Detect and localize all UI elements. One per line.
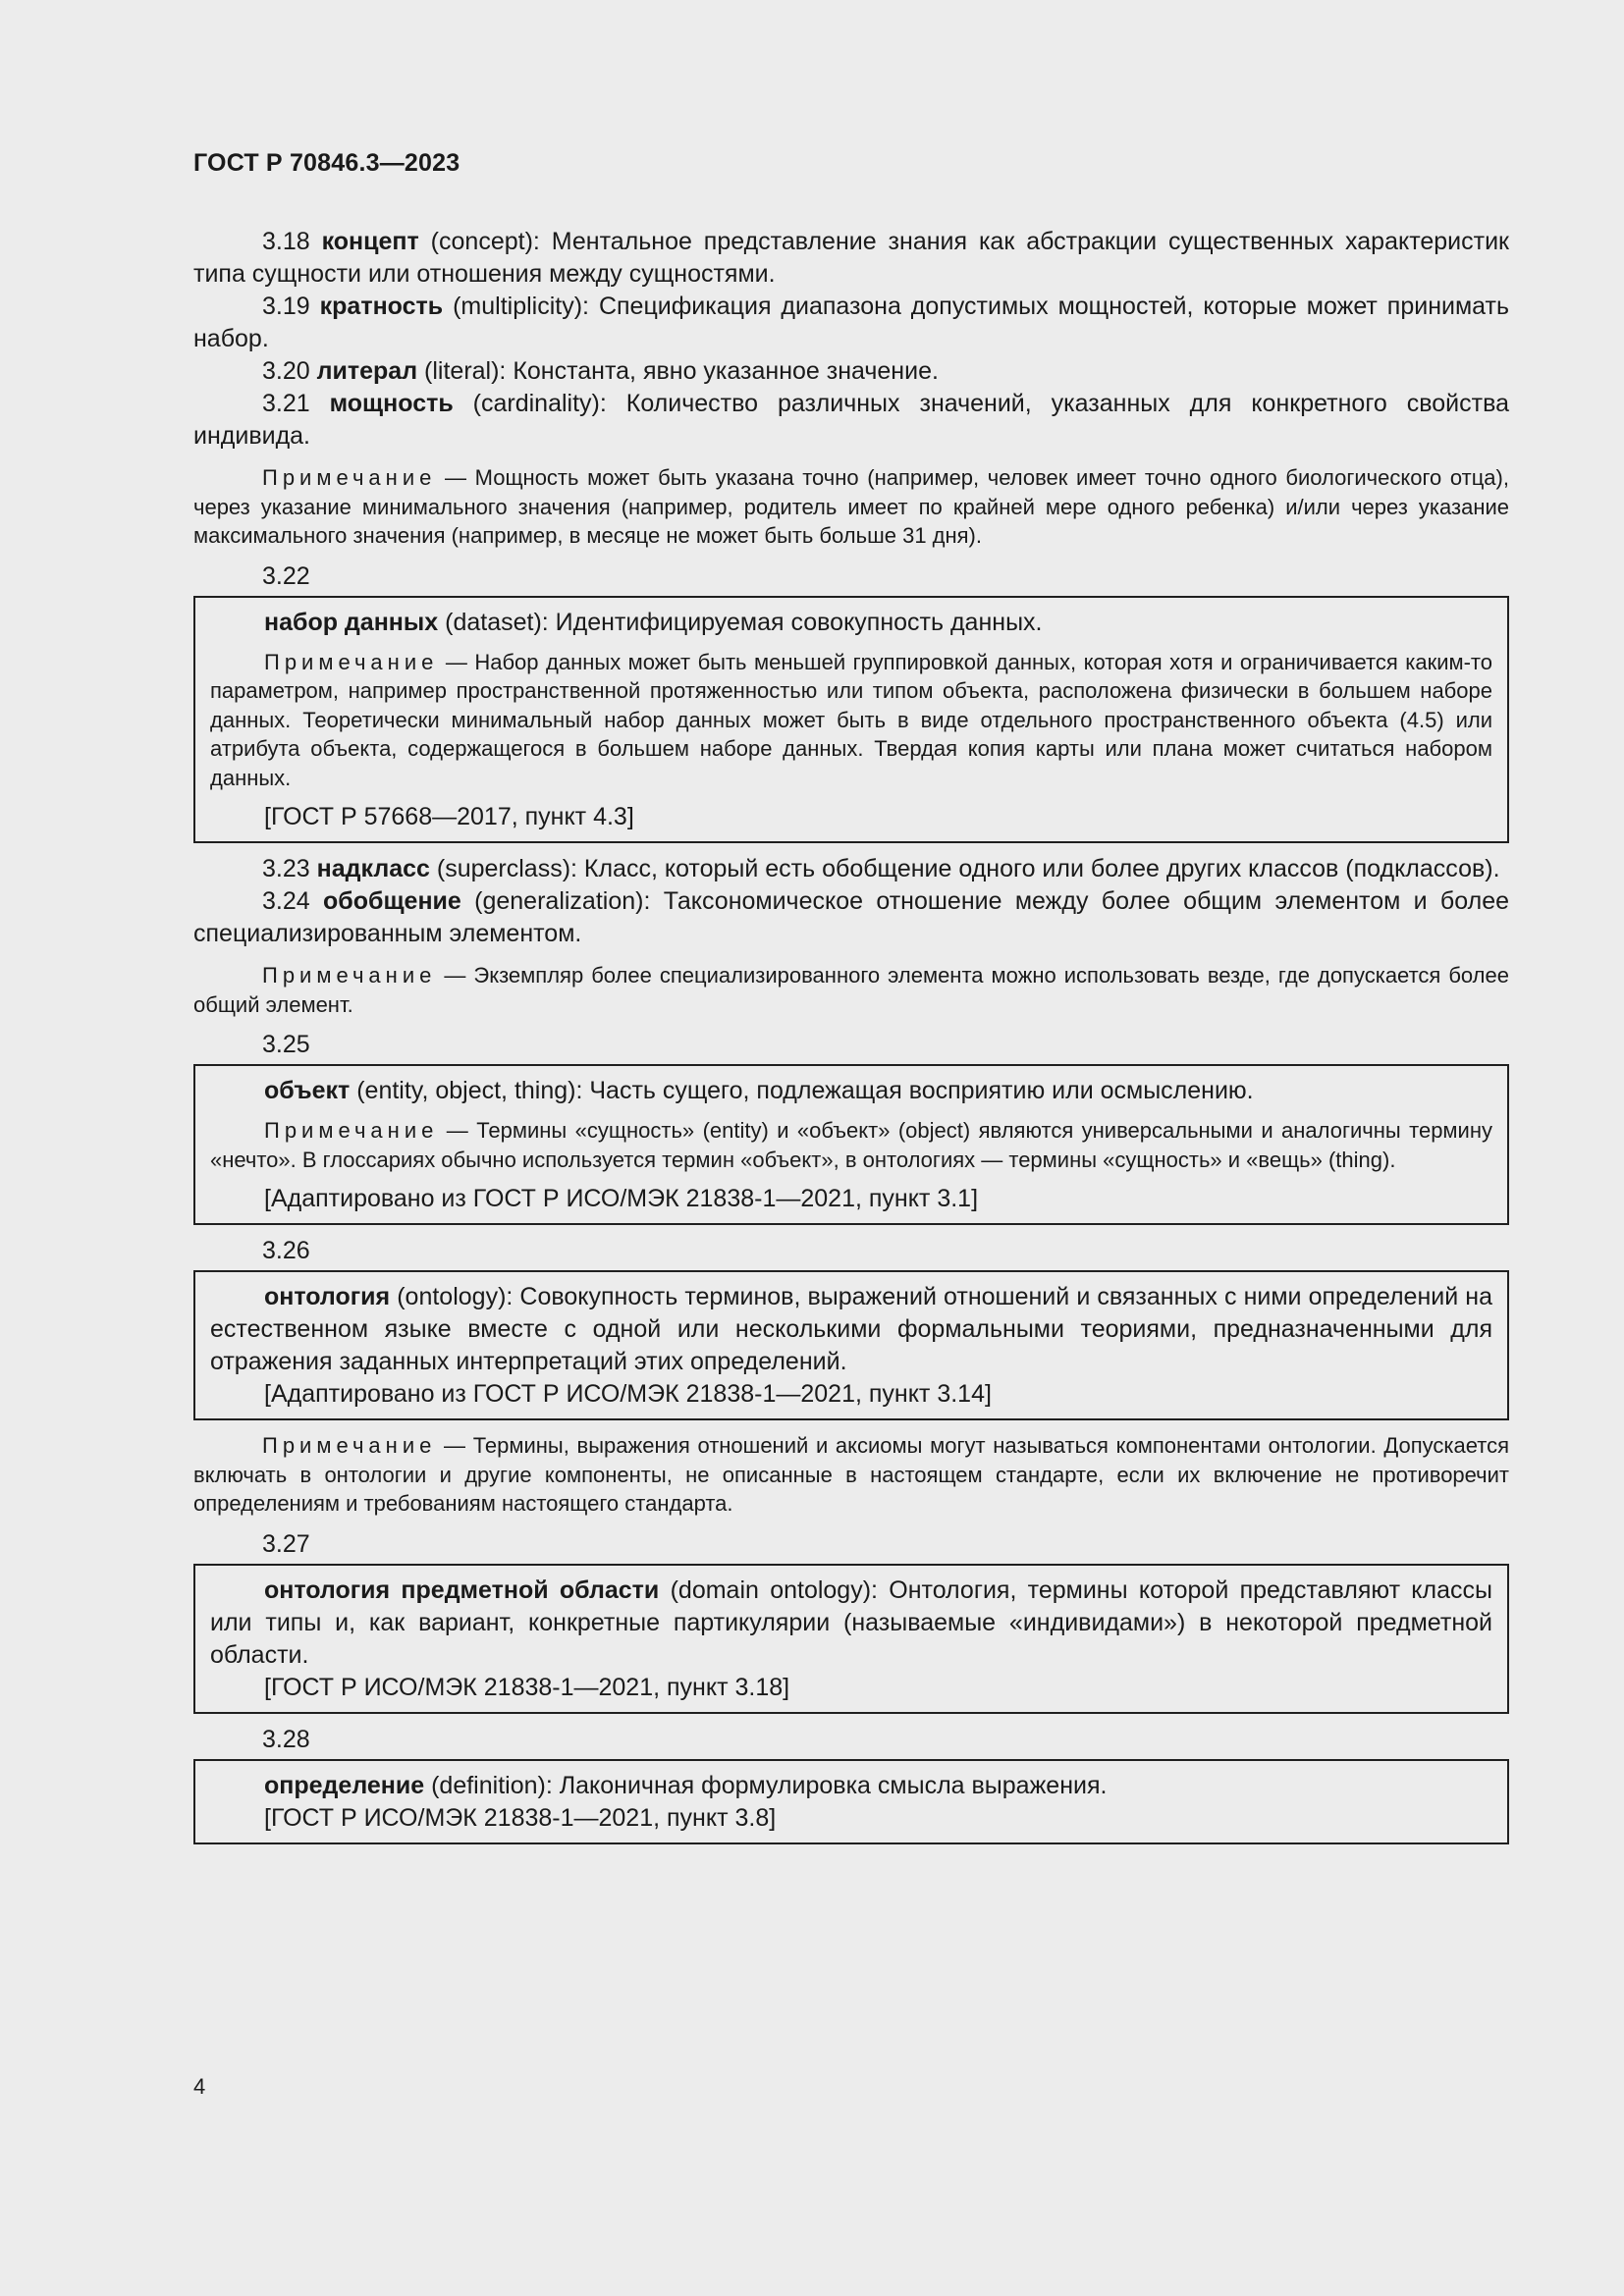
note-text: Экземпляр более специализированного элемента можно использовать везде, где допускается более общий элемент.: [193, 963, 1509, 1017]
entry-term: набор данных: [264, 608, 439, 636]
source-reference: [ГОСТ Р ИСО/МЭК 21838-1—2021, пункт 3.18]: [264, 1673, 790, 1701]
note-text: Набор данных может быть меньшей группировкой данных, которая хотя и ограничивается каким-то параметром, например пространственной протяженностью или типом объекта, расположена физически в большем наборе данных. Теоретически минимальный набор данных может быть в виде отдельного пространственного объекта (4.5) или атрибута объекта, содержащегося в большем наборе данных. Твердая копия карты или плана может считаться набором данных.: [210, 649, 1492, 790]
entry-number-3-27: 3.27: [262, 1529, 310, 1558]
entry-number: 3.18: [262, 228, 310, 255]
entry-term: концепт: [321, 228, 419, 255]
note-label: Примечание: [262, 465, 437, 490]
framed-entry-3-27: [193, 1564, 1509, 1714]
document-body: [193, 226, 1509, 1854]
note-dash: —: [438, 649, 475, 674]
source-reference: [Адаптировано из ГОСТ Р ИСО/МЭК 21838-1—2021, пункт 3.1]: [264, 1185, 979, 1212]
note-label: Примечание: [262, 1433, 437, 1458]
note-text: Мощность может быть указана точно (например, человек имеет точно одного биологического отца), через указание минимального значения (например, родитель имеет по крайней мере одного ребенка) и/или через указание максимального значения (например, в месяце не может быть больше 31 дня).: [193, 465, 1509, 548]
entry-term: объект: [264, 1077, 351, 1104]
entry-definition: (ontology): Совокупность терминов, выражений отношений и связанных с ними определений на естественном языке вместе с одной или несколькими формальными теориями, предназначенными для отражения заданных интерпретаций этих определений.: [210, 1283, 1492, 1375]
note-3-22: [210, 648, 1492, 793]
entry-term: обобщение: [323, 887, 461, 915]
entry-term: мощность: [329, 390, 454, 417]
entry-term: литерал: [316, 357, 418, 385]
note-3-21: [193, 463, 1509, 551]
entry-number-3-25: 3.25: [262, 1031, 310, 1058]
source-reference: [ГОСТ Р ИСО/МЭК 21838-1—2021, пункт 3.8]: [264, 1803, 777, 1832]
entry-definition: (entity, object, thing): Часть сущего, подлежащая восприятию или осмыслению.: [350, 1077, 1254, 1104]
entry-definition: (definition): Лаконичная формулировка смысла выражения.: [424, 1771, 1108, 1799]
entry-term: онтология предметной области: [264, 1575, 660, 1604]
document-header: ГОСТ Р 70846.3—2023: [193, 149, 460, 177]
page-number: 4: [193, 2074, 206, 2099]
entry-number: 3.21: [262, 390, 310, 417]
entry-3-25: [210, 1075, 1492, 1107]
entry-definition: (dataset): Идентифицируемая совокупность данных.: [438, 608, 1043, 636]
note-3-24: [193, 961, 1509, 1019]
framed-entry-3-26: [193, 1270, 1509, 1420]
entry-term: кратность: [319, 293, 444, 320]
note-dash: —: [438, 1118, 477, 1143]
framed-entry-3-28: [193, 1759, 1509, 1844]
entry-number-3-26: 3.26: [262, 1237, 310, 1264]
entry-term: надкласс: [316, 855, 430, 882]
entry-3-19: [193, 291, 1509, 355]
note-dash: —: [436, 465, 475, 490]
note-3-26: [193, 1431, 1509, 1519]
entry-3-20: [193, 355, 1509, 388]
note-label: Примечание: [264, 1118, 439, 1143]
framed-entry-3-25: [193, 1064, 1509, 1225]
entry-3-27: [210, 1575, 1492, 1672]
entry-definition: (literal): Константа, явно указанное значение.: [417, 357, 939, 385]
entry-3-21: [193, 388, 1509, 453]
entry-definition: (generalization): Таксономическое отношение между более общим элементом и более специализированным элементом.: [193, 887, 1510, 947]
entry-definition: (superclass): Класс, который есть обобщение одного или более других классов (подклассов).: [429, 855, 1500, 882]
note-dash: —: [436, 1433, 473, 1458]
entry-number: 3.19: [262, 293, 310, 320]
note-text: Термины, выражения отношений и аксиомы могут называться компонентами онтологии. Допускается включать в онтологии и другие компоненты, не описанные в настоящем стандарте, если их включение не противоречит определениям и требованиям настоящего стандарта.: [193, 1433, 1509, 1516]
entry-3-26: [210, 1281, 1492, 1378]
entry-number-3-28: 3.28: [262, 1725, 310, 1753]
entry-number: 3.24: [262, 887, 310, 915]
entry-3-28: [210, 1770, 1492, 1802]
entry-number-3-22: 3.22: [262, 561, 310, 590]
entry-number: 3.20: [262, 357, 310, 385]
entry-3-18: [193, 226, 1509, 291]
entry-3-22: [210, 607, 1492, 639]
entry-definition: (domain ontology): Онтология, термины которой представляют классы или типы и, как вариант, конкретные партикулярии (называемые «индивидами») в некоторой предметной области.: [210, 1575, 1492, 1669]
entry-3-24: [193, 885, 1509, 950]
note-dash: —: [436, 963, 474, 988]
source-reference: [Адаптировано из ГОСТ Р ИСО/МЭК 21838-1—2021, пункт 3.14]: [264, 1380, 992, 1408]
entry-term: определение: [264, 1771, 425, 1799]
note-3-25: [210, 1116, 1492, 1174]
framed-entry-3-22: [193, 596, 1509, 844]
note-label: Примечание: [264, 649, 439, 674]
entry-number: 3.23: [262, 855, 310, 882]
note-text: Термины «сущность» (entity) и «объект» (object) являются универсальными и аналогичны термину «нечто». В глоссариях обычно используется термин «объект», в онтологиях — термины «сущность» и «вещь» (thing).: [210, 1118, 1492, 1172]
entry-definition: (cardinality): Количество различных значений, указанных для конкретного свойства индивида.: [193, 390, 1509, 450]
entry-3-23: [193, 853, 1509, 885]
entry-definition: (multiplicity): Спецификация диапазона допустимых мощностей, которые может принимать набор.: [193, 293, 1509, 352]
entry-definition: (concept): Ментальное представление знания как абстракции существенных характеристик типа сущности или отношения между сущностями.: [193, 228, 1509, 288]
entry-term: онтология: [264, 1283, 391, 1310]
note-label: Примечание: [262, 963, 437, 988]
source-reference: [ГОСТ Р 57668—2017, пункт 4.3]: [264, 803, 634, 830]
